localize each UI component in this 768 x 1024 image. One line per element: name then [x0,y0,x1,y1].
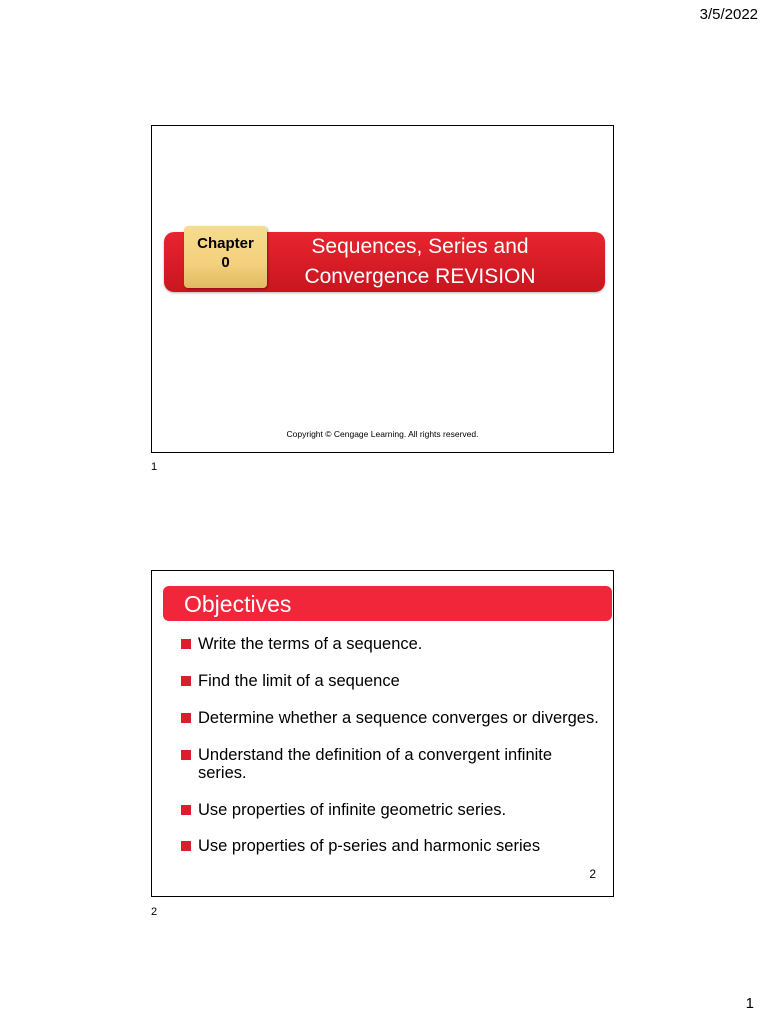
list-item [181,635,601,653]
slide-2-label: 2 [151,906,158,918]
slide-number: 2 [589,867,596,881]
objectives-list [181,635,601,855]
list-item [181,837,601,855]
deck-title-line-2: Convergence REVISION [304,265,536,288]
objectives-title: Objectives [184,591,292,617]
slide-1 [151,125,614,453]
list-item [181,746,601,782]
bullet-square-icon [181,676,191,686]
date-header: 3/5/2022 [699,6,758,23]
list-item [181,801,601,819]
copyright-notice: Copyright © Cengage Learning. All rights reserved. [286,429,479,439]
chapter-number: 0 [221,254,230,271]
chapter-tag [184,226,267,288]
list-item [181,709,601,727]
list-item-text: Use properties of p-series and harmonic series [198,837,541,855]
slide-2 [151,570,614,897]
chapter-word: Chapter [197,235,254,252]
bullet-square-icon [181,841,191,851]
list-item [181,672,601,690]
list-item-text: Determine whether a sequence converges or diverges. [198,709,599,727]
bullet-square-icon [181,713,191,723]
list-item-text: Find the limit of a sequence [198,672,400,690]
list-item-text: Understand the definition of a convergent infinite series. [198,746,553,782]
bullet-square-icon [181,639,191,649]
deck-title-line-1: Sequences, Series and [311,235,529,258]
bullet-square-icon [181,805,191,815]
list-item-text: Use properties of infinite geometric series. [198,801,507,819]
page-number: 1 [745,995,754,1012]
slide-1-label: 1 [151,461,158,473]
bullet-square-icon [181,750,191,760]
deck-title [270,232,570,292]
list-item-text: Write the terms of a sequence. [198,635,423,653]
